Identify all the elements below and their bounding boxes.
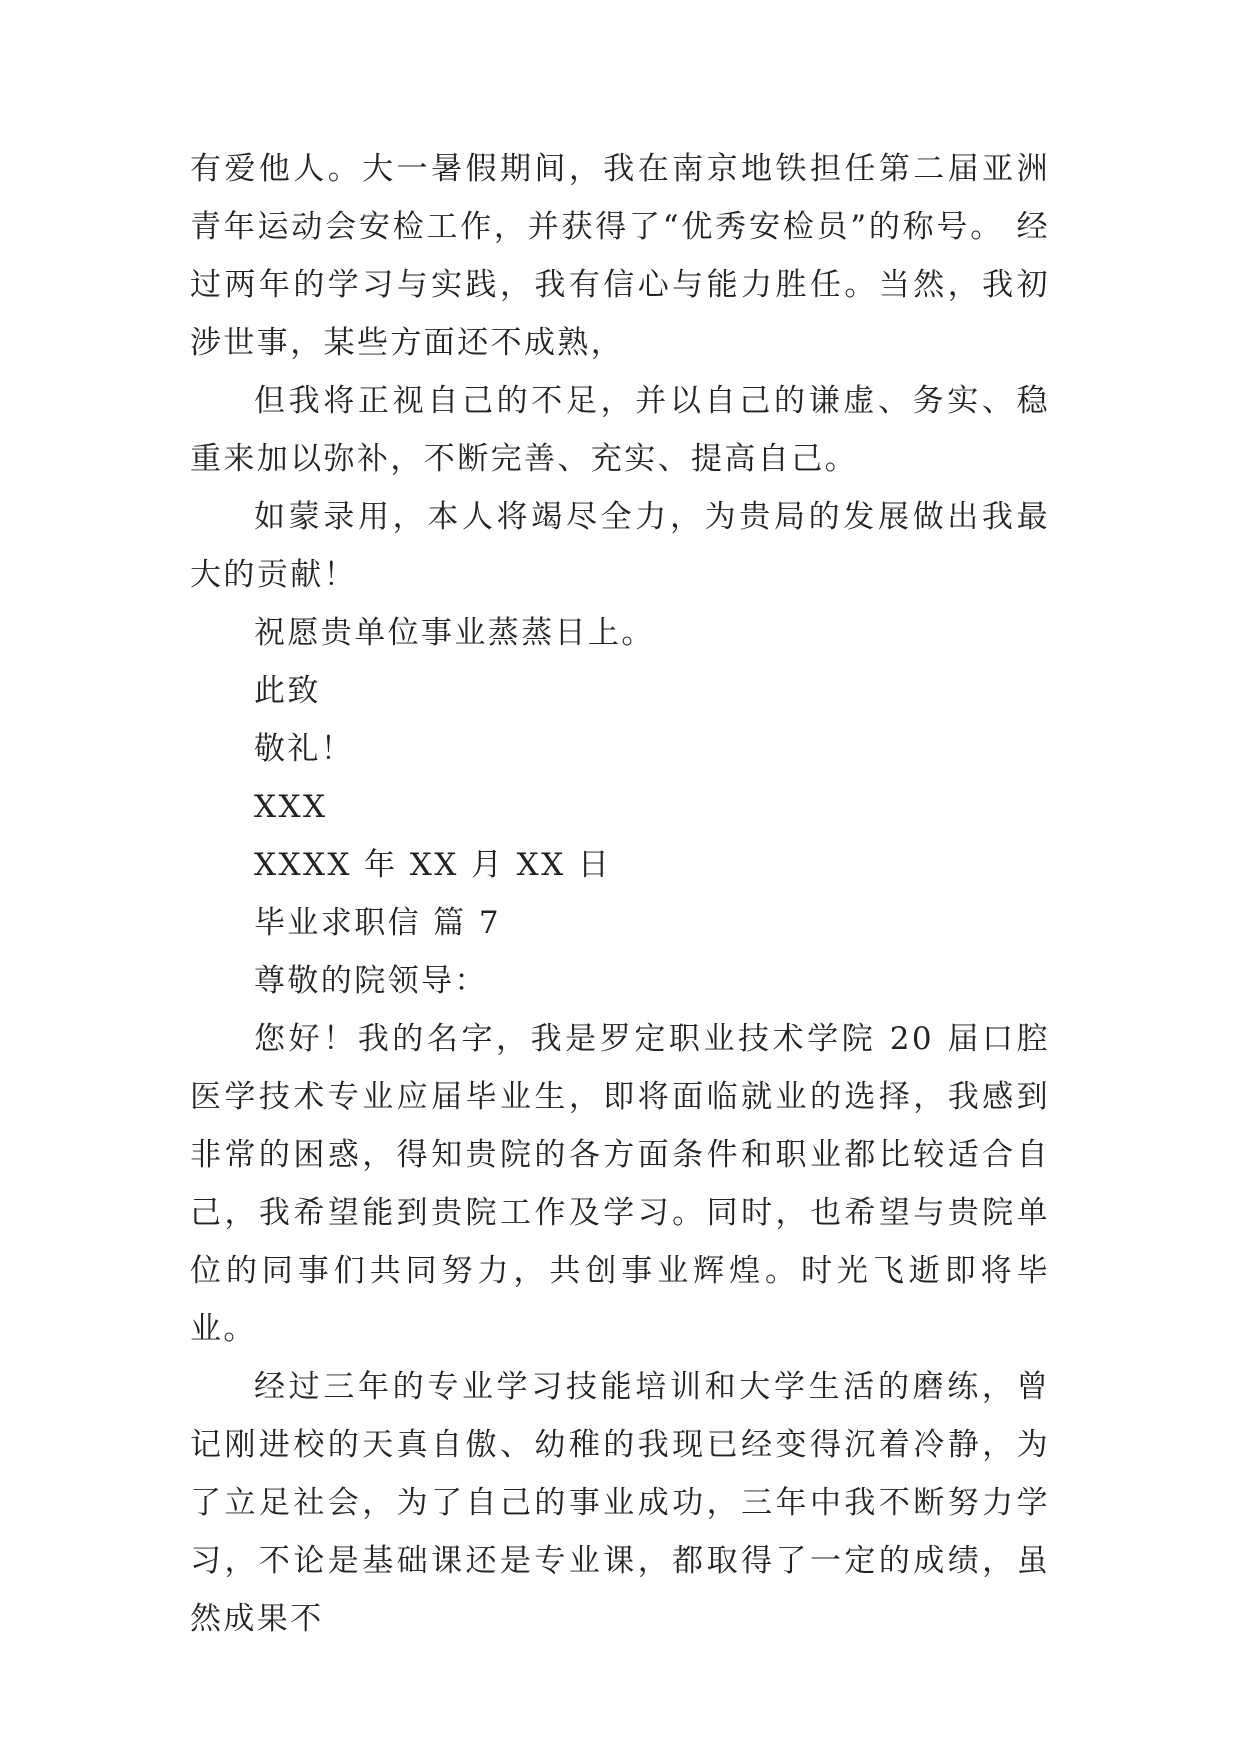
paragraph-3: 如蒙录用，本人将竭尽全力，为贵局的发展做出我最大的贡献！ (190, 499, 1050, 593)
section-title: 毕业求职信 篇 7 (254, 905, 502, 941)
paragraph-experience: 经过三年的专业学习技能培训和大学生活的磨练，曾记刚进校的天真自傲、幼稚的我现已经变得沉着冷静，为了立足社会，为了自己的事业成功，三年中我不断努力学习，不论是基础课还是专业课，都取得了一定的成绩，虽然成果不 (190, 1369, 1050, 1637)
greeting: 尊敬的院领导： (254, 963, 488, 999)
closing-salutation: 此致 (254, 673, 321, 709)
paragraph-wish: 祝愿贵单位事业蒸蒸日上。 (254, 615, 655, 651)
signature-name: XXX (254, 789, 328, 825)
paragraph-intro: 您好！我的名字，我是罗定职业技术学院 20 届口腔医学技术专业应届毕业生，即将面临就业的选择，我感到非常的困惑，得知贵院的各方面条件和职业都比较适合自己，我希望能到贵院工作及学习。同时，也希望与贵院单位的同事们共同努力，共创事业辉煌。时光飞逝即将毕业。 (190, 1021, 1050, 1347)
signature-date: XXXX 年 XX 月 XX 日 (254, 847, 612, 883)
closing-regards: 敬礼！ (254, 731, 355, 767)
document-body (190, 140, 1050, 1648)
paragraph-2: 但我将正视自己的不足，并以自己的谦虚、务实、稳重来加以弥补，不断完善、充实、提高自己。 (190, 383, 1050, 477)
paragraph-1: 有爱他人。大一暑假期间，我在南京地铁担任第二届亚洲青年运动会安检工作，并获得了“优秀安检员”的称号。 经过两年的学习与实践，我有信心与能力胜任。当然，我初涉世事，某些方面还不成熟， (190, 151, 1050, 361)
